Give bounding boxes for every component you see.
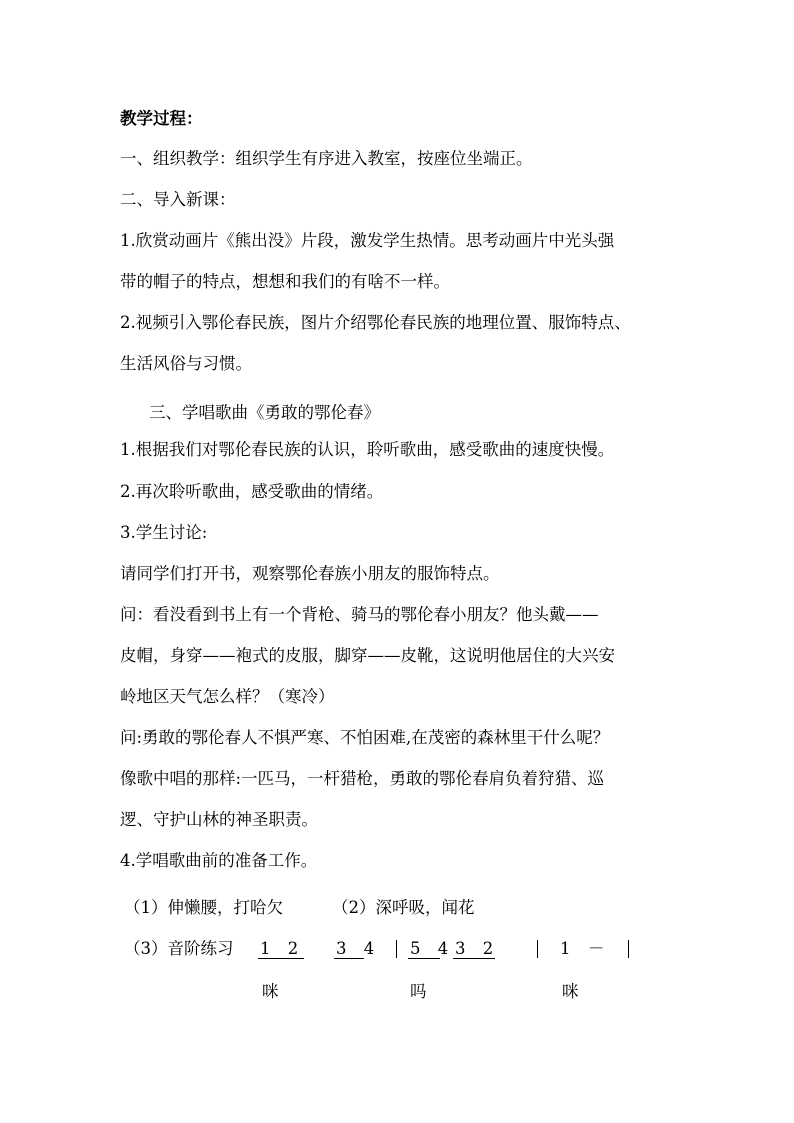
bar-line bbox=[628, 940, 629, 958]
note-underline bbox=[408, 958, 440, 959]
text-line: 逻、守护山林的神圣职责。 bbox=[120, 810, 318, 829]
text-line: 带的帽子的特点，想想和我们的有啥不一样。 bbox=[120, 272, 450, 291]
text-line: 像歌中唱的那样:一匹马，一杆猎枪，勇敢的鄂伦春肩负着狩猎、巡 bbox=[120, 769, 605, 788]
text-line: 1.欣赏动画片《熊出没》片段，激发学生热情。思考动画片中光头强 bbox=[120, 231, 615, 250]
bar-line bbox=[537, 940, 538, 958]
text-line: 三、学唱歌曲《勇敢的鄂伦春》 bbox=[149, 403, 380, 422]
note-group-3: 5 4 bbox=[410, 939, 455, 958]
note-group-2: 3 4 bbox=[336, 939, 381, 958]
text-line: 岭地区天气怎么样？（寒冷） bbox=[120, 687, 335, 706]
text-line: 一、组织教学：组织学生有序进入教室，按座位坐端正。 bbox=[120, 149, 533, 168]
text-line: 1.根据我们对鄂伦春民族的认识，聆听歌曲，感受歌曲的速度快慢。 bbox=[120, 440, 615, 459]
section-heading: 教学过程： bbox=[120, 109, 203, 128]
text-line: 问：看没看到书上有一个背枪、骑马的鄂伦春小朋友？他头戴—— bbox=[120, 605, 599, 624]
text-line: 皮帽，身穿——袍式的皮服，脚穿——皮靴，这说明他居住的大兴安 bbox=[120, 646, 615, 665]
text-line: 4.学唱歌曲前的准备工作。 bbox=[120, 851, 318, 870]
note-dash: － bbox=[588, 939, 605, 958]
warmup-item-2: （2）深呼吸，闻花 bbox=[332, 898, 475, 917]
text-line: 生活风俗与习惯。 bbox=[120, 354, 252, 373]
text-line: 2.再次聆听歌曲，感受歌曲的情绪。 bbox=[120, 482, 384, 501]
text-line: 请同学们打开书，观察鄂伦春族小朋友的服饰特点。 bbox=[120, 564, 500, 583]
syllable-2: 吗 bbox=[410, 982, 427, 1001]
text-line: 二、导入新课： bbox=[120, 190, 236, 209]
text-line: 2.视频引入鄂伦春民族，图片介绍鄂伦春民族的地理位置、服饰特点、 bbox=[120, 313, 631, 332]
syllable-3: 咪 bbox=[562, 982, 579, 1001]
note-underline bbox=[334, 958, 364, 959]
note-underline bbox=[453, 958, 495, 959]
warmup-item-1: （1）伸懒腰，打哈欠 bbox=[124, 898, 283, 917]
text-line: 问:勇敢的鄂伦春人不惧严寒、不怕困难,在茂密的森林里干什么呢？ bbox=[120, 728, 610, 747]
text-line: 3.学生讨论: bbox=[120, 523, 208, 542]
bar-line bbox=[396, 940, 397, 958]
note-group-5: 1 bbox=[560, 939, 571, 958]
syllable-1: 咪 bbox=[262, 982, 279, 1001]
note-underline bbox=[258, 958, 304, 959]
note-group-4: 3 2 bbox=[455, 939, 500, 958]
warmup-item-3-label: （3）音阶练习 bbox=[124, 939, 234, 958]
note-group-1: 1 2 bbox=[260, 939, 305, 958]
